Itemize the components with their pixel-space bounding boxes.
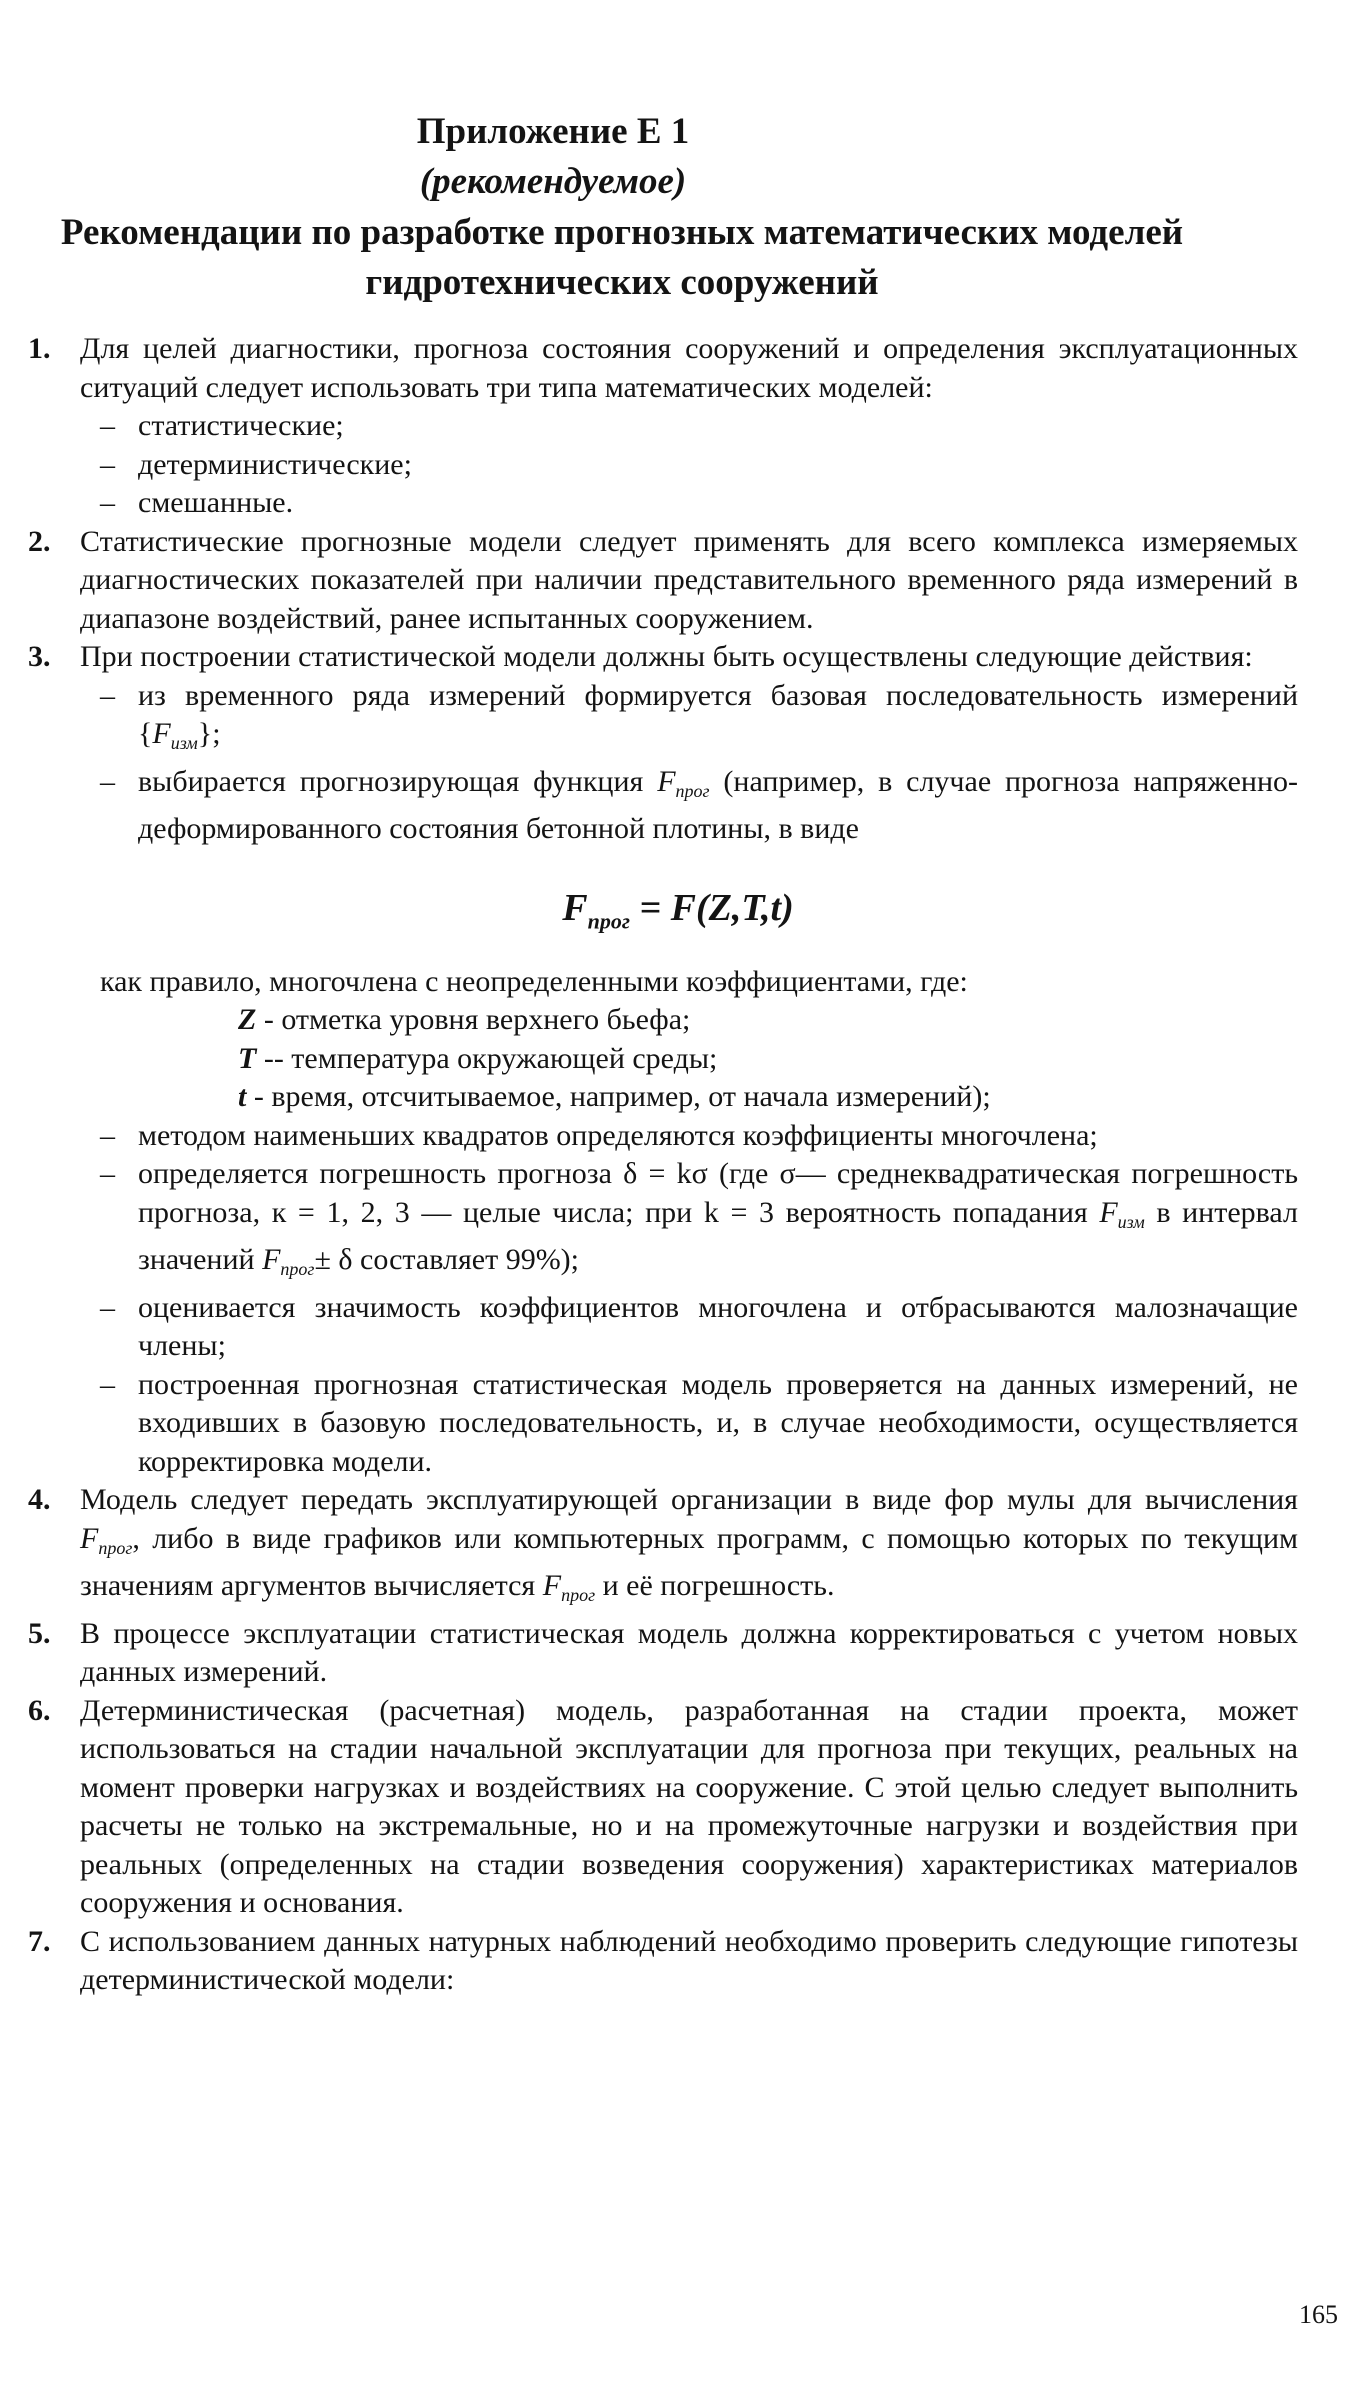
item-number: 4. (28, 1483, 51, 1517)
page-number: 165 (1299, 2300, 1338, 2329)
item-text: Статистические прогнозные модели следует применять для всего комплекса измеряемых диагностических показателей при наличии представительного временного ряда измерений в диапазоне воздействий, ранее испытанных сооружением. (80, 524, 1298, 635)
document-body (28, 330, 1298, 2000)
dash-item: – построенная прогнозная статистическая модель проверяется на данных измерений, не входивших в базовую последовательность, и, в случае необходимости, осуществляется корректировка модели. (28, 1366, 1298, 1482)
item-text: В процессе эксплуатации статистическая модель должна корректироваться с учетом новых данных измерений. (80, 1616, 1298, 1689)
item-text: С использованием данных натурных наблюдений необходимо проверить следующие гипотезы детерминистической модели: (80, 1924, 1298, 1997)
dash-item: – статистические; (28, 407, 1298, 446)
dash-item: – оценивается значимость коэффициентов многочлена и отбрасываются малозначащие члены; (28, 1289, 1298, 1366)
dash-item: – методом наименьших квадратов определяются коэффициенты многочлена; (28, 1117, 1298, 1156)
appendix-status: (рекомендуемое) (419, 161, 687, 202)
item-text: Детерминистическая (расчетная) модель, разработанная на стадии проекта, может использоваться на стадии начальной эксплуатации для прогноза при текущих, реальных на момент проверки нагрузках и воздействиях на сооружение. С этой целью следует выполнить расчеты не только на экстремальные, но и на промежуточные нагрузки и воздействия при реальных (определенных на стадии возведения сооружения) характеристиках материалов сооружения и основания. (80, 1693, 1298, 1920)
item-number: 6. (28, 1693, 51, 1727)
item-number: 3. (28, 640, 51, 673)
list-item-4: 4. Модель следует передать эксплуатирующей организации в виде фор мулы для вычисления $F_{прог}$, либо в виде графиков или компьютерных программ, с помощью которых по текущим значениям аргументов вычисляется $F_{прог}$ и её погрешность. (28, 1483, 1298, 1606)
formula-explanation: как правило, многочлена с неопределенными коэффициентами, где: (100, 964, 968, 998)
definition-time: t - время, отсчитываемое, например, от начала измерений); (238, 1080, 991, 1114)
appendix-heading-line1: Рекомендации по разработке прогнозных математических моделей (60, 212, 1184, 253)
item-text: При построении статистической модели должны быть осуществлены следующие действия: (80, 640, 1253, 673)
item-number: 2. (28, 524, 51, 558)
definition-z: Z - отметка уровня верхнего бьефа; (238, 1003, 691, 1037)
appendix-title: Приложение Е 1 (416, 111, 690, 152)
appendix-heading-line2: гидротехнических сооружений (365, 262, 879, 303)
list-item-1 (28, 330, 1298, 407)
dash-item: – определяется погрешность прогноза δ = kσ (где σ— среднеквадратическая погрешность прогноза, к = 1, 2, 3 — целые числа; при k = 3 вероятность попадания $F_{изм}$ в интервал значений $F_{прог}\pm \delta$ составляет 99%); (28, 1155, 1298, 1289)
item-number: 5. (28, 1616, 51, 1650)
definition-t: T -- температура окружающей среды; (238, 1041, 718, 1075)
appendix-heading (22, 208, 1222, 308)
item-text: Для целей диагностики, прогноза состояния сооружений и определения эксплуатационных ситуаций следует использовать три типа математических моделей: (80, 332, 1298, 404)
dash-item: – смешанные. (28, 484, 1298, 523)
list-item-3 (28, 638, 1298, 677)
dash-item: – из временного ряда измерений формируется базовая последовательность измерений $\{F_{изм}\}$; (28, 677, 1298, 763)
formula: $F_{прог} = F(Z,T,t)$ (562, 886, 794, 934)
list-item-6 (28, 1692, 1298, 1923)
list-item-5 (28, 1615, 1298, 1692)
dash-item: – выбирается прогнозирующая функция $F_{прог}$ (например, в случае прогноза напряженно-деформированного состояния бетонной плотины, в виде (28, 763, 1298, 849)
list-item-2 (28, 523, 1298, 639)
list-item-7 (28, 1923, 1298, 2000)
dash-item: – детерминистические; (28, 446, 1298, 485)
item-number: 1. (28, 332, 51, 365)
item-number: 7. (28, 1924, 51, 1958)
